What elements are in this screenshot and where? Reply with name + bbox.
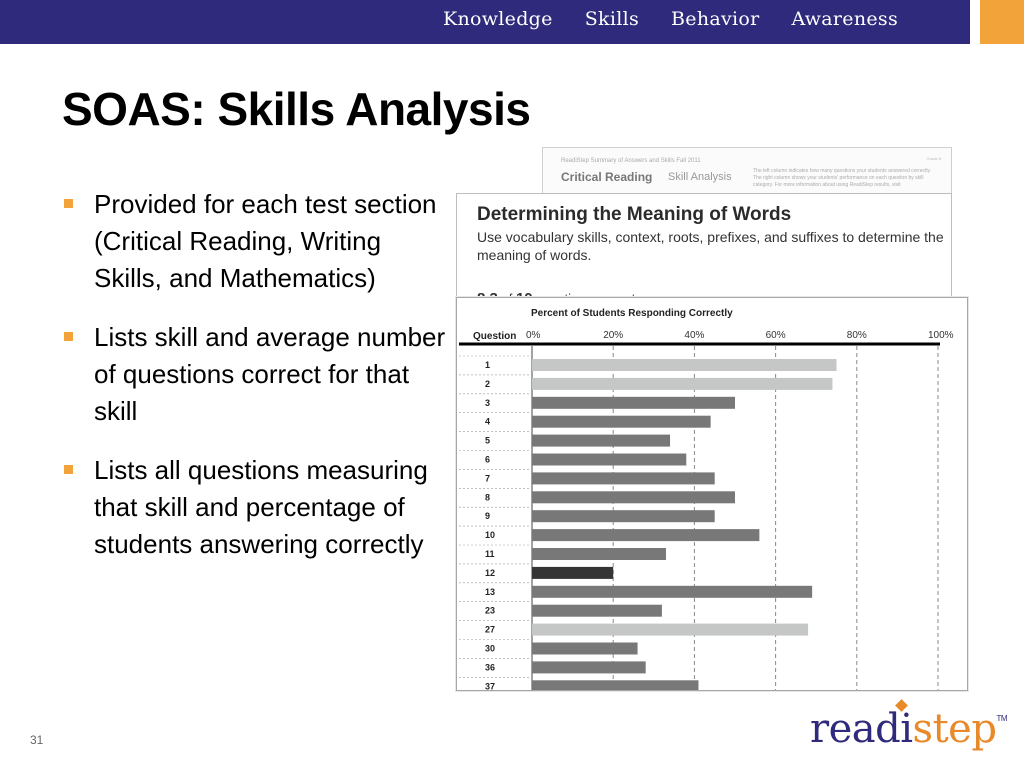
- bar-question-5: [532, 435, 670, 447]
- skill-description: Use vocabulary skills, context, roots, prefixes, and suffixes to determine the meaning of words.: [477, 229, 944, 263]
- question-label: 10: [485, 530, 496, 541]
- question-label: 11: [485, 549, 495, 559]
- bar-question-13: [532, 586, 812, 598]
- bullet-list: [62, 186, 452, 585]
- report-description: The left column indicates how many questions your students answered correctly. The right column shows your students' performance on each question by skill category. For more information about using ReadiStep results, visit: [753, 168, 932, 188]
- bullet-text: Lists skill and average number of questions correct for that skill: [94, 322, 446, 426]
- question-label: 30: [485, 643, 496, 654]
- bullet-item: [62, 186, 452, 297]
- tick-label: 40%: [684, 330, 705, 341]
- nav-item-awareness[interactable]: Awareness: [791, 8, 898, 30]
- corner-accent: [980, 0, 1024, 44]
- bar-question-27: [532, 624, 808, 636]
- chart-svg: [457, 298, 967, 690]
- bar-question-37: [532, 680, 698, 690]
- bar-question-23: [532, 605, 662, 617]
- bar-question-3: [532, 397, 735, 409]
- question-label: 7: [485, 473, 491, 484]
- question-label: 27: [485, 624, 496, 635]
- question-label: 13: [485, 586, 496, 597]
- nav-item-behavior[interactable]: Behavior: [671, 8, 760, 30]
- question-label: 3: [485, 397, 491, 408]
- question-label: 12: [485, 567, 496, 578]
- question-label: 6: [485, 454, 491, 465]
- bullet-text: Provided for each test section (Critical Reading, Writing Skills, and Mathematics): [94, 189, 437, 293]
- top-banner: [0, 0, 970, 44]
- slide-title: SOAS: Skills Analysis: [62, 83, 531, 135]
- readistep-logo: [810, 706, 1007, 752]
- question-label: 9: [485, 511, 491, 522]
- page-number: 31: [30, 733, 44, 747]
- bullet-item: [62, 452, 452, 563]
- question-label: 23: [485, 605, 496, 616]
- question-label: 8: [485, 492, 491, 503]
- bar-question-2: [532, 378, 832, 390]
- logo-tm: TM: [996, 714, 1007, 723]
- bullet-square-icon: [64, 199, 73, 208]
- bar-question-36: [532, 661, 646, 673]
- question-label: 36: [485, 662, 496, 673]
- question-header: Question: [473, 331, 517, 342]
- bar-question-1: [532, 359, 837, 371]
- tick-label: 0%: [526, 330, 541, 341]
- bar-question-10: [532, 529, 759, 541]
- percent-correct-chart: [456, 297, 968, 691]
- tick-label: 20%: [603, 330, 624, 341]
- tick-label: 80%: [846, 330, 867, 341]
- report-header: ReadiStep Summary of Answers and Skills Fall 2011: [561, 158, 701, 164]
- bar-question-6: [532, 454, 686, 466]
- report-section: Critical Reading: [561, 170, 653, 184]
- tick-label: 60%: [765, 330, 786, 341]
- bar-question-12: [532, 567, 613, 579]
- skill-heading: Determining the Meaning of Words: [477, 204, 792, 225]
- bar-question-9: [532, 510, 715, 522]
- bullet-square-icon: [64, 332, 73, 341]
- nav-item-skills[interactable]: Skills: [584, 8, 640, 30]
- bar-question-11: [532, 548, 666, 560]
- question-label: 2: [485, 378, 491, 389]
- question-label: 37: [485, 681, 496, 690]
- chart-title: Percent of Students Responding Correctly: [531, 308, 733, 319]
- logo-part1: readi: [810, 706, 913, 752]
- report-subtitle: Skill Analysis: [668, 171, 732, 183]
- tick-label: 100%: [928, 330, 954, 341]
- logo-part2: step: [912, 706, 997, 752]
- bar-question-30: [532, 643, 638, 655]
- nav-item-knowledge[interactable]: Knowledge: [442, 8, 553, 30]
- bar-question-7: [532, 472, 715, 484]
- question-label: 4: [485, 416, 491, 427]
- report-right-note: Grade 8: [926, 156, 941, 161]
- top-nav: [443, 8, 898, 30]
- bar-question-8: [532, 491, 735, 503]
- bar-question-4: [532, 416, 711, 428]
- question-label: 5: [485, 435, 491, 446]
- question-label: 1: [485, 360, 491, 370]
- banner-gap: [970, 0, 978, 44]
- bullet-item: [62, 319, 452, 430]
- bullet-square-icon: [64, 465, 73, 474]
- bullet-text: Lists all questions measuring that skill and percentage of students answering correctly: [94, 455, 428, 559]
